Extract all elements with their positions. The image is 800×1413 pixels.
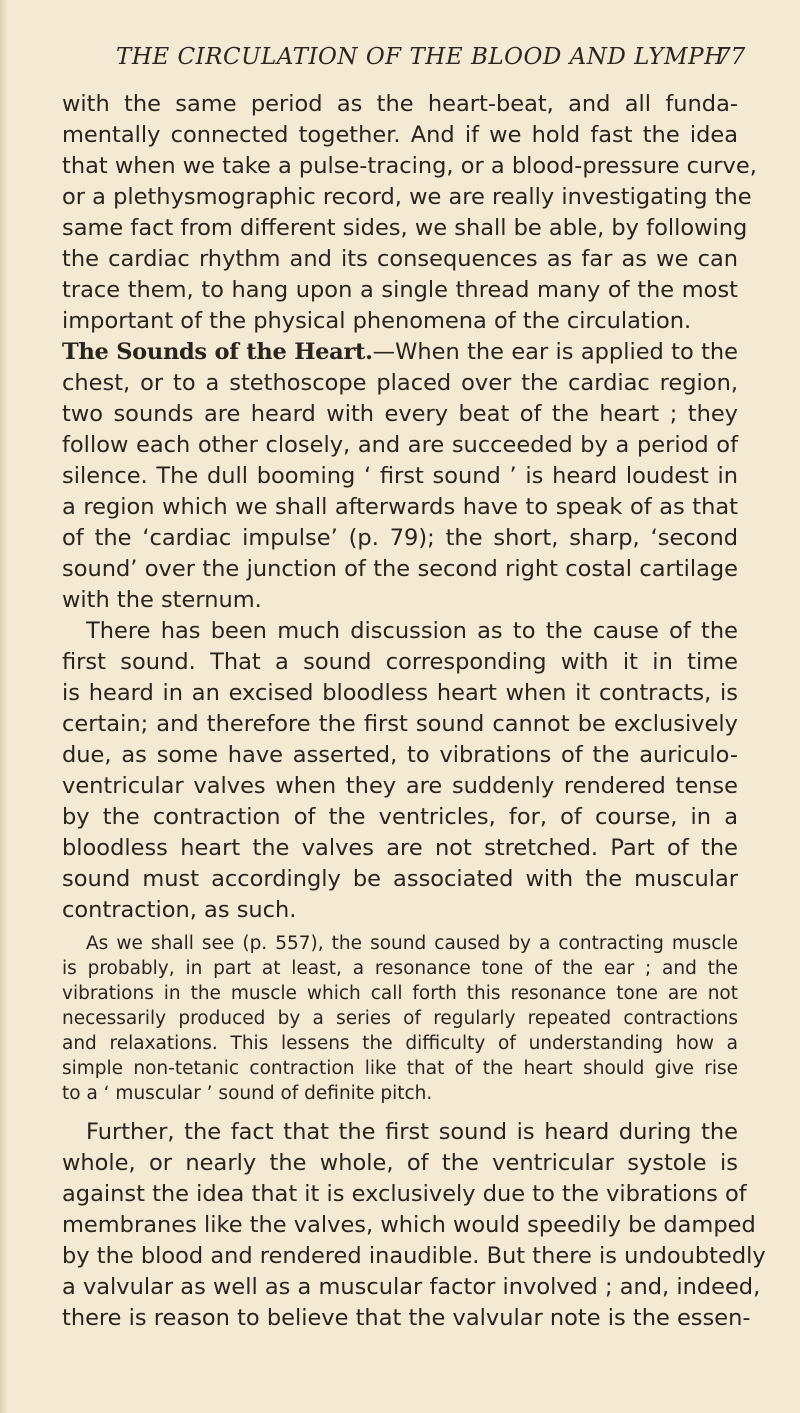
text-run: —When the ear is applied to the — [372, 339, 738, 365]
text-line: a region which we shall afterwards have to speak of as that — [62, 494, 738, 520]
page-number: 77 — [716, 44, 746, 70]
section-heading-line — [62, 337, 738, 367]
text-line: follow each other closely, and are succeeded by a period of — [62, 432, 738, 458]
text-line: There has been much discussion as to the cause of the — [86, 618, 738, 644]
small-text-line: to a ‘ muscular ’ sound of definite pitch. — [62, 1083, 433, 1104]
section-heading: The Sounds of the Heart. — [62, 339, 373, 365]
text-line: chest, or to a stethoscope placed over the cardiac region, — [62, 370, 738, 396]
text-line: contraction, as such. — [62, 897, 297, 923]
text-line: by the contraction of the ventricles, for, of course, in a — [62, 804, 738, 830]
page-edge-shadow — [0, 0, 8, 1413]
text-line: due, as some have asserted, to vibrations of the auriculo- — [62, 742, 738, 768]
text-line: is heard in an excised bloodless heart when it contracts, is — [62, 680, 738, 706]
text-line: same fact from different sides, we shall be able, by following — [62, 215, 748, 241]
small-text-line: As we shall see (p. 557), the sound caused by a contracting muscle — [86, 933, 738, 954]
small-text-line: necessarily produced by a series of regularly repeated contractions — [62, 1008, 738, 1029]
text-line: against the idea that it is exclusively due to the vibrations of — [62, 1181, 747, 1207]
page-header — [60, 44, 760, 80]
text-line: trace them, to hang upon a single thread many of the most — [62, 277, 738, 303]
text-line: first sound. That a sound corresponding with it in time — [62, 649, 738, 675]
small-text-line: is probably, in part at least, a resonance tone of the ear ; and the — [62, 958, 738, 979]
text-line: two sounds are heard with every beat of the heart ; they — [62, 401, 738, 427]
small-text-line: vibrations in the muscle which call forth this resonance tone are not — [62, 983, 738, 1004]
text-line: or a plethysmographic record, we are really investigating the — [62, 184, 752, 210]
text-line: sound must accordingly be associated with the muscular — [62, 866, 738, 892]
small-text-line: and relaxations. This lessens the difficulty of understanding how a — [62, 1033, 738, 1054]
text-line: important of the physical phenomena of the circulation. — [62, 308, 692, 334]
text-line: with the sternum. — [62, 587, 262, 613]
text-line: that when we take a pulse-tracing, or a blood-pressure curve, — [62, 153, 757, 179]
text-line: membranes like the valves, which would speedily be damped — [62, 1212, 756, 1238]
text-line: sound’ over the junction of the second right costal cartilage — [62, 556, 738, 582]
text-line: silence. The dull booming ‘ first sound ’ is heard loudest in — [62, 463, 738, 489]
text-line: of the ‘cardiac impulse’ (p. 79); the short, sharp, ‘second — [62, 525, 738, 551]
text-line: certain; and therefore the first sound cannot be exclusively — [62, 711, 738, 737]
text-line: a valvular as well as a muscular factor involved ; and, indeed, — [62, 1274, 761, 1300]
text-line: with the same period as the heart-beat, and all funda- — [62, 91, 738, 117]
text-line: there is reason to believe that the valvular note is the essen- — [62, 1305, 751, 1331]
small-text-line: simple non-tetanic contraction like that of the heart should give rise — [62, 1058, 738, 1079]
text-line: ventricular valves when they are suddenly rendered tense — [62, 773, 738, 799]
running-title: THE CIRCULATION OF THE BLOOD AND LYMPH — [116, 44, 725, 70]
text-line: bloodless heart the valves are not stretched. Part of the — [62, 835, 738, 861]
text-line: Further, the fact that the first sound is heard during the — [86, 1119, 738, 1145]
text-line: mentally connected together. And if we hold fast the idea — [62, 122, 738, 148]
text-line: by the blood and rendered inaudible. But there is undoubtedly — [62, 1243, 766, 1269]
text-line: whole, or nearly the whole, of the ventricular systole is — [62, 1150, 738, 1176]
text-line: the cardiac rhythm and its consequences as far as we can — [62, 246, 738, 272]
